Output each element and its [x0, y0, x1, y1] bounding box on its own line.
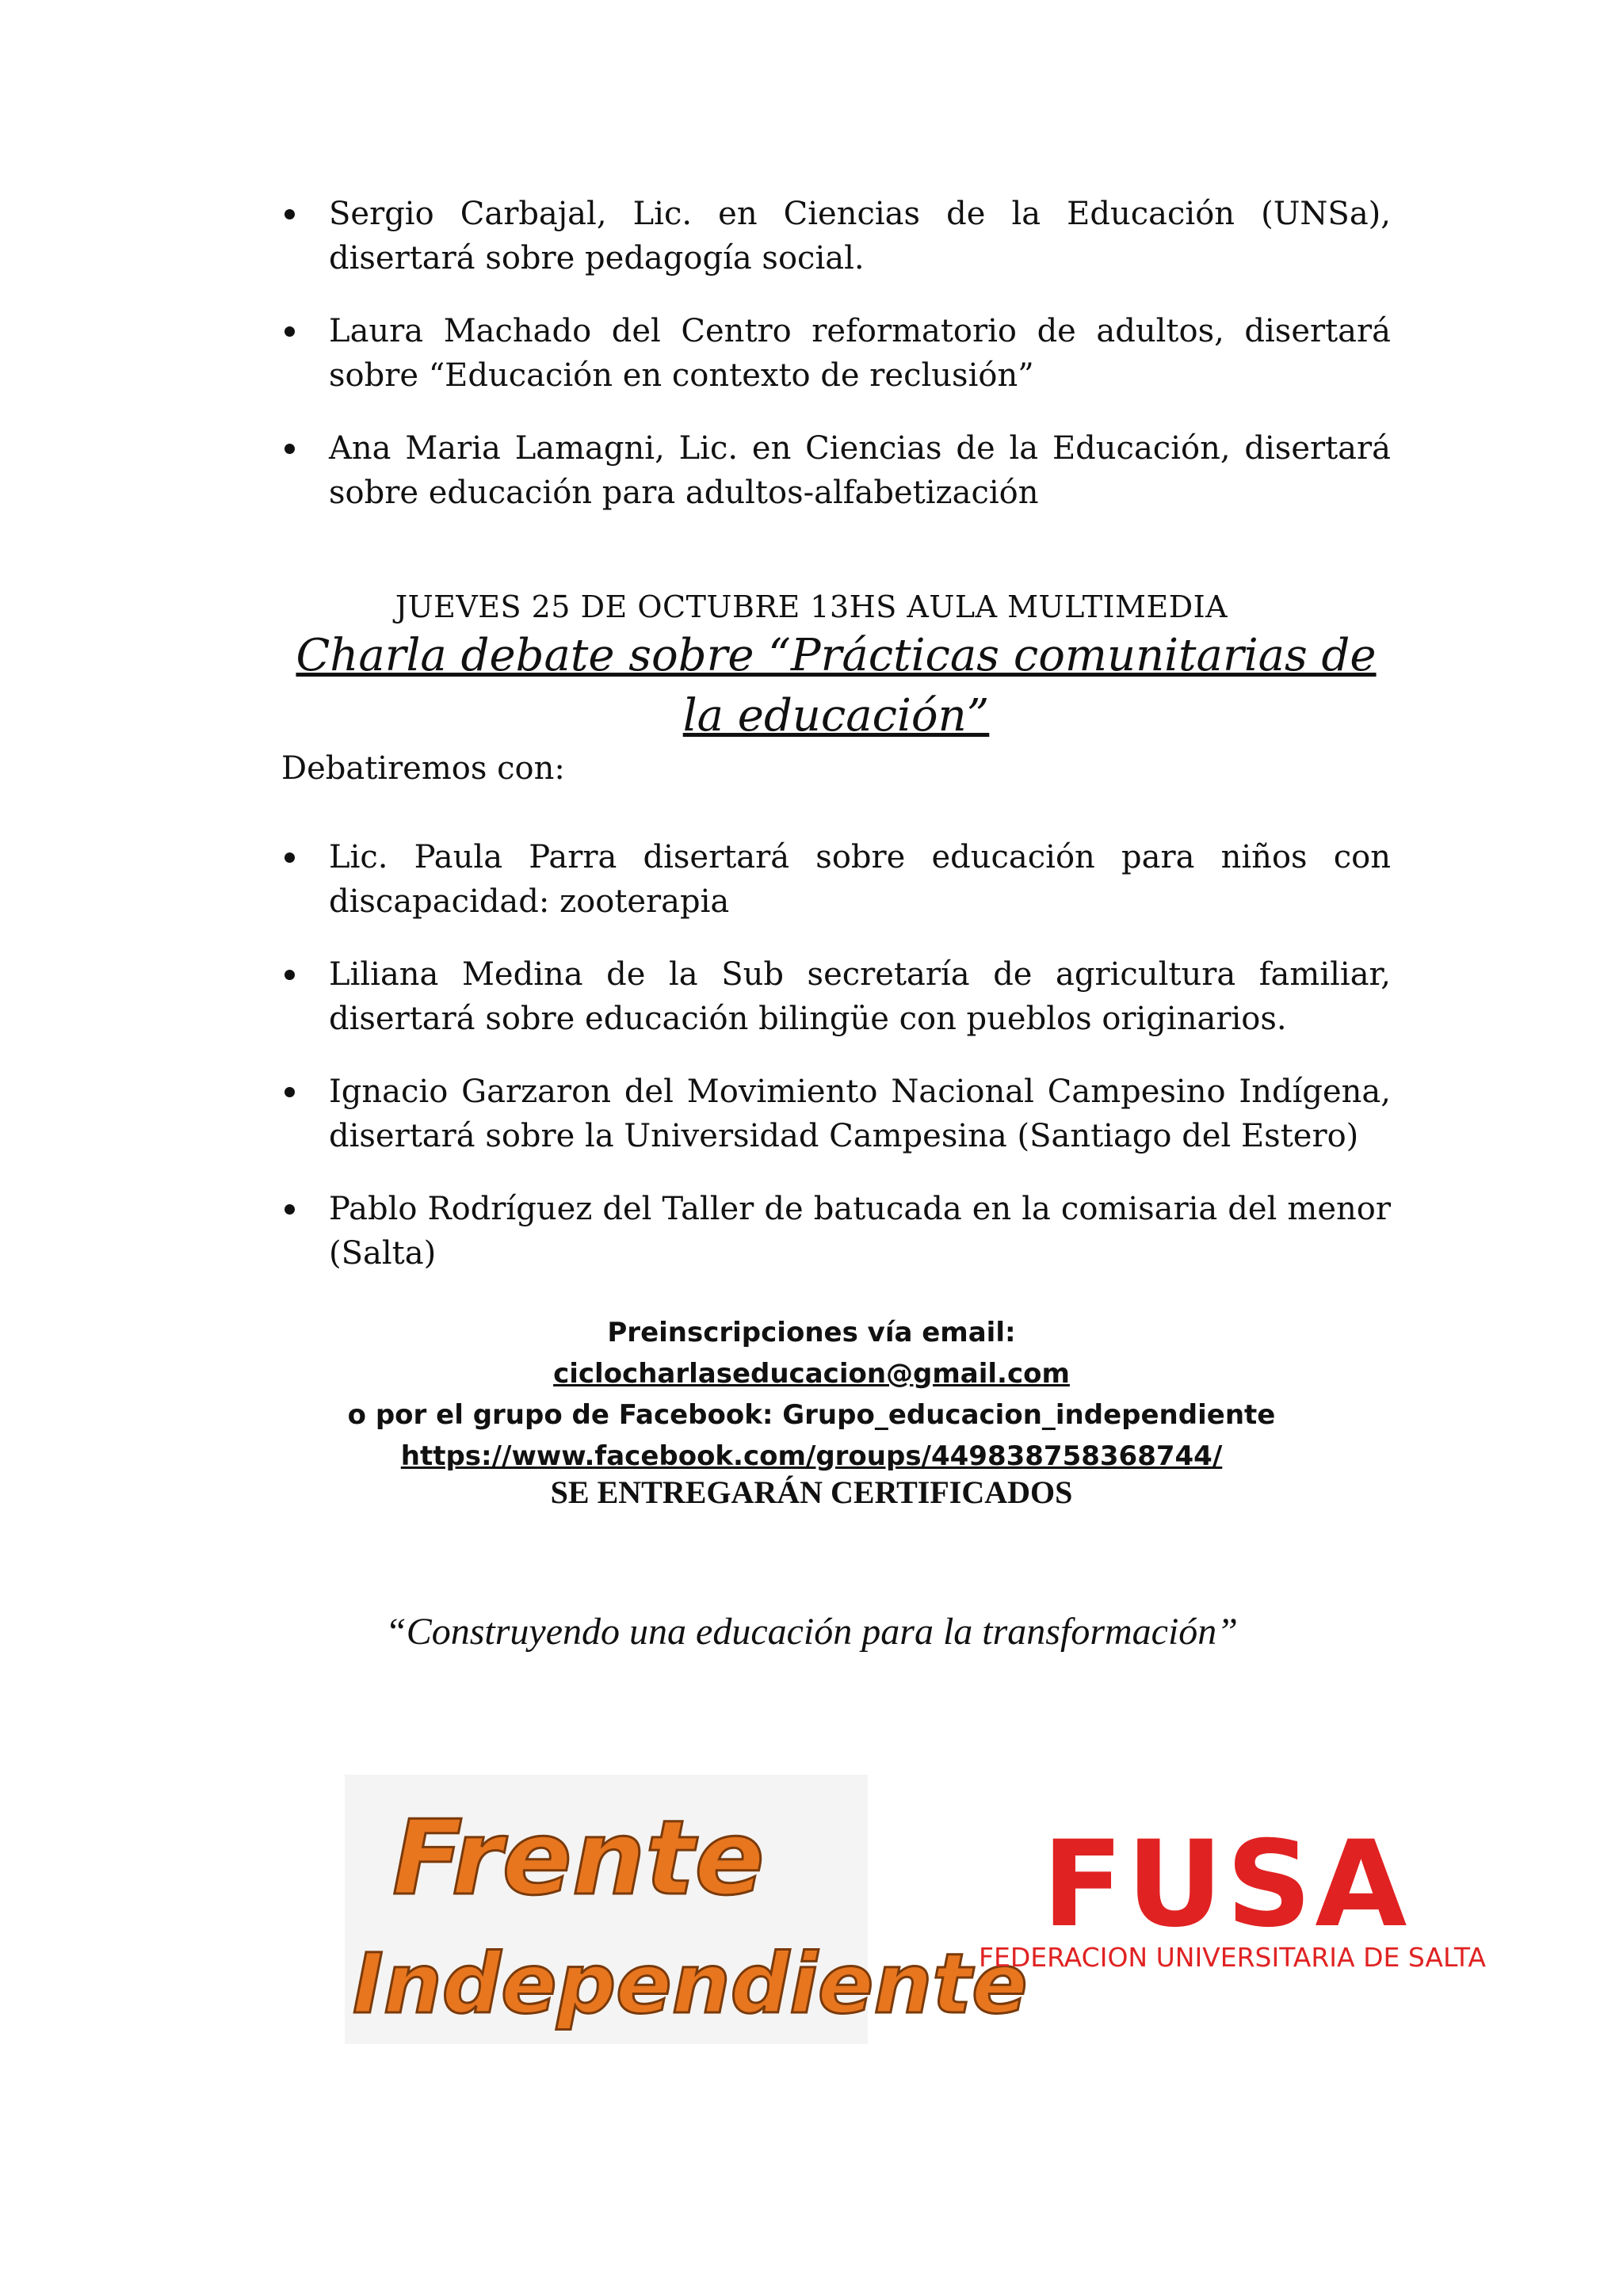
speaker-text: Ana Maria Lamagni, Lic. en Ciencias de la Educación, disertará sobre educación para adultos-alfabetización	[329, 430, 1391, 511]
slogan: “Construyendo una educación para la transformación”	[385, 1611, 1238, 1653]
speaker-text: Laura Machado del Centro reformatorio de adultos, disertará sobre “Educación en contexto de reclusión”	[329, 313, 1391, 394]
speaker-text: Pablo Rodríguez del Taller de batucada en la comisaria del menor (Salta)	[329, 1191, 1391, 1272]
email-link[interactable]: ciclocharlaseducacion@gmail.com	[553, 1358, 1070, 1390]
list-item	[281, 1070, 1391, 1158]
list-item	[281, 1187, 1391, 1276]
speaker-list-2	[281, 835, 1391, 1304]
bullet-icon	[285, 326, 295, 337]
registration-email-line	[0, 1353, 1623, 1394]
speaker-text: Sergio Carbajal, Lic. en Ciencias de la Educación (UNSa), disertará sobre pedagogía social.	[329, 196, 1391, 277]
list-item	[281, 835, 1391, 924]
bullet-icon	[285, 209, 295, 219]
speaker-text: Lic. Paula Parra disertará sobre educación para niños con discapacidad: zooterapia	[329, 839, 1391, 920]
fusa-logo-main: FUSA	[1042, 1816, 1411, 1954]
facebook-group-line: o por el grupo de Facebook: Grupo_educacion_independiente	[347, 1399, 1276, 1431]
speaker-text: Liliana Medina de la Sub secretaría de agricultura familiar, disertará sobre educación bilingüe con pueblos originarios.	[329, 956, 1391, 1037]
bullet-icon	[285, 1204, 295, 1215]
bullet-icon	[285, 970, 295, 980]
event-date-line: JUEVES 25 DE OCTUBRE 13HS AULA MULTIMEDIA	[395, 589, 1228, 624]
fusa-logo	[979, 1816, 1487, 1981]
debate-intro: Debatiremos con:	[281, 750, 565, 787]
list-item	[281, 952, 1391, 1041]
facebook-link[interactable]: https://www.facebook.com/groups/449838758368744/	[400, 1440, 1223, 1472]
frente-logo-line1: Frente	[392, 1798, 765, 1918]
certificates-notice: SE ENTREGARÁN CERTIFICADOS	[550, 1474, 1073, 1510]
list-item	[281, 192, 1391, 280]
frente-independiente-logo	[345, 1775, 1028, 2044]
fusa-logo-subtitle: FEDERACION UNIVERSITARIA DE SALTA	[979, 1942, 1487, 1973]
registration-label: Preinscripciones vía email:	[607, 1317, 1016, 1348]
bullet-icon	[285, 444, 295, 454]
list-item	[281, 309, 1391, 398]
speaker-text: Ignacio Garzaron del Movimiento Nacional Campesino Indígena, disertará sobre la Universidad Campesina (Santiago del Estero)	[329, 1074, 1391, 1154]
bullet-icon	[285, 1087, 295, 1097]
frente-logo-line2: Independiente	[353, 1936, 1028, 2032]
event-title: Charla debate sobre “Prácticas comunitarias de la educación”	[296, 630, 1377, 742]
speaker-list-1	[281, 192, 1391, 543]
bullet-icon	[285, 852, 295, 863]
list-item	[281, 426, 1391, 515]
facebook-url-line	[0, 1436, 1623, 1477]
